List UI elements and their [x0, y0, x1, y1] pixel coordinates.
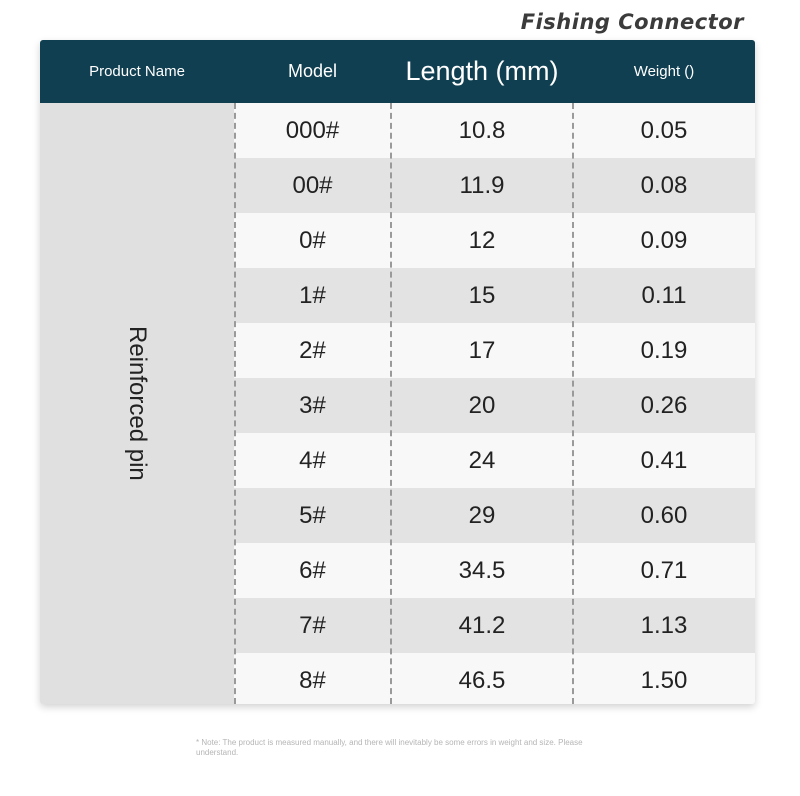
product-name-cell	[40, 103, 234, 704]
weight-cell: 0.05	[640, 116, 688, 144]
length-cell: 29	[468, 501, 496, 529]
length-cell: 41.2	[458, 611, 506, 639]
model-cell: 000#	[285, 116, 340, 144]
table-row	[234, 433, 755, 488]
model-cell: 3#	[299, 391, 326, 419]
length-cell: 24	[468, 446, 496, 474]
weight-cell: 0.41	[640, 446, 688, 474]
table-row	[234, 323, 755, 378]
table-row	[234, 158, 755, 213]
product-name-label: Reinforced pin	[124, 326, 151, 481]
model-cell: 8#	[299, 666, 326, 694]
table-header	[40, 40, 755, 103]
weight-cell: 0.19	[640, 336, 688, 364]
table-row	[234, 213, 755, 268]
table-row	[234, 268, 755, 323]
length-cell: 20	[468, 391, 496, 419]
footnote: * Note: The product is measured manually, and there will inevitably be some errors in weight and size. Please understand.	[196, 738, 583, 757]
header-product-name: Product Name	[89, 63, 185, 80]
header-model: Model	[287, 61, 338, 81]
length-cell: 15	[468, 281, 496, 309]
length-cell: 12	[468, 226, 496, 254]
model-cell: 2#	[299, 336, 326, 364]
table-row	[234, 653, 755, 704]
model-cell: 5#	[299, 501, 326, 529]
weight-cell: 0.71	[640, 556, 688, 584]
model-cell: 00#	[292, 171, 333, 199]
spec-table	[40, 40, 755, 704]
model-cell: 0#	[299, 226, 326, 254]
length-cell: 10.8	[458, 116, 506, 144]
table-row	[234, 378, 755, 433]
length-cell: 11.9	[459, 171, 505, 199]
brand-title: Fishing Connector	[520, 10, 744, 34]
table-row	[234, 488, 755, 543]
length-cell: 46.5	[458, 666, 506, 694]
weight-cell: 0.60	[640, 501, 688, 529]
weight-cell: 0.09	[640, 226, 688, 254]
header-length: Length (mm)	[405, 56, 559, 86]
column-divider	[234, 103, 236, 704]
header-weight: Weight ()	[633, 63, 695, 80]
weight-cell: 1.13	[640, 611, 688, 639]
model-cell: 7#	[299, 611, 326, 639]
table-body	[234, 103, 755, 704]
weight-cell: 0.08	[640, 171, 688, 199]
table-row	[234, 543, 755, 598]
length-cell: 34.5	[458, 556, 506, 584]
model-cell: 1#	[299, 281, 326, 309]
weight-cell: 0.26	[640, 391, 688, 419]
column-divider	[390, 103, 392, 704]
weight-cell: 1.50	[640, 666, 688, 694]
table-row	[234, 598, 755, 653]
model-cell: 4#	[299, 446, 326, 474]
column-divider	[572, 103, 574, 704]
weight-cell: 0.11	[641, 281, 687, 309]
length-cell: 17	[468, 336, 496, 364]
table-row	[234, 103, 755, 158]
model-cell: 6#	[299, 556, 326, 584]
